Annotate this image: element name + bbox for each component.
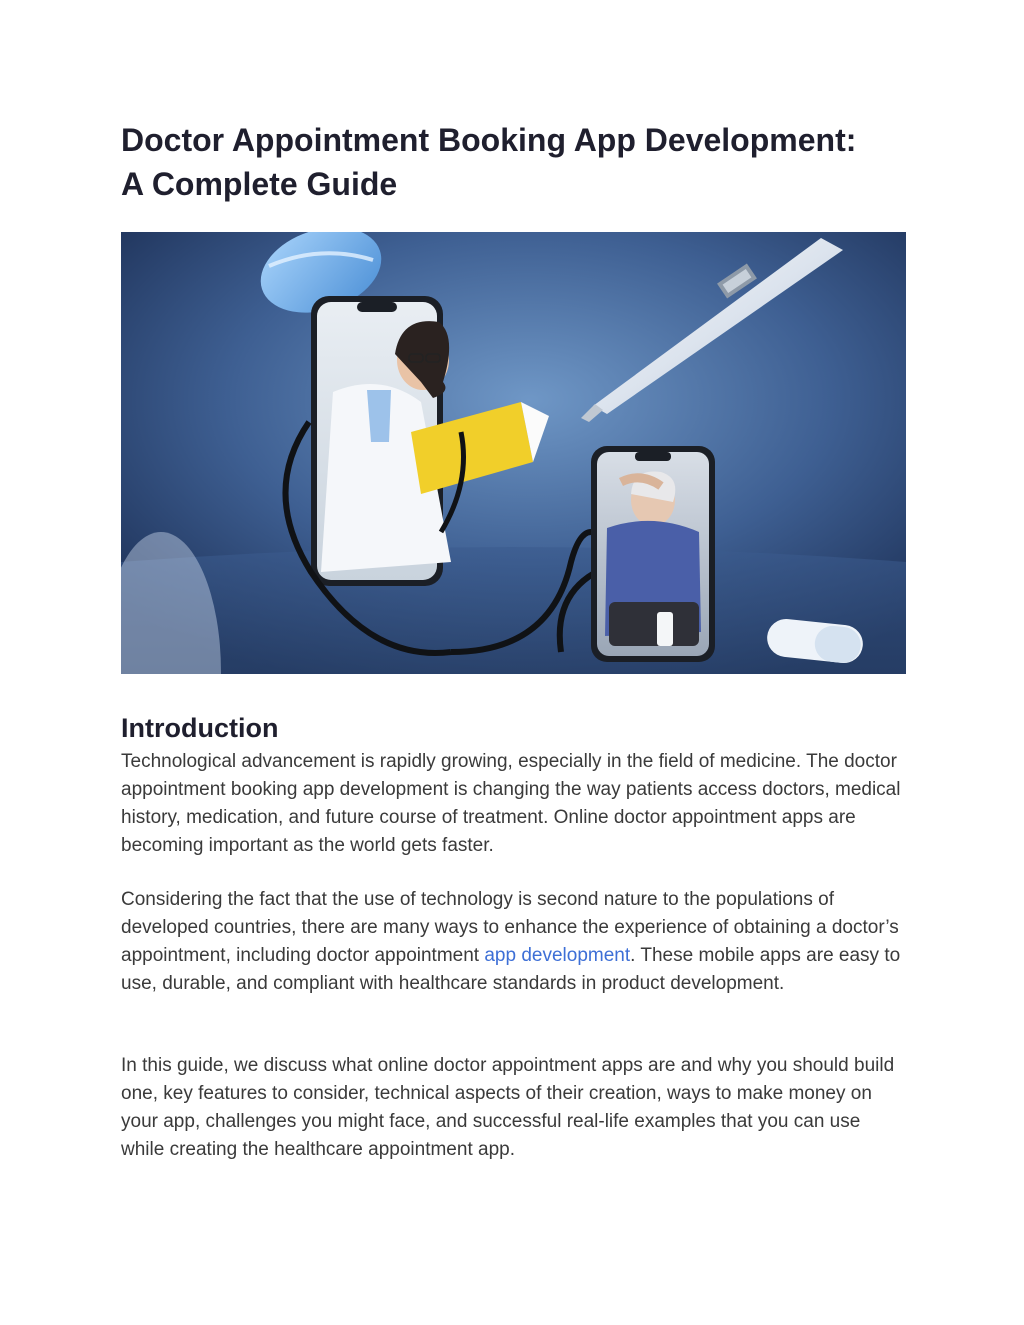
title-line-1: Doctor Appointment Booking App Development: <box>121 122 857 158</box>
page-title <box>121 118 921 206</box>
intro-paragraph-1: Technological advancement is rapidly growing, especially in the field of medicine. The doctor appointment booking app development is changing the way patients access doctors, medical history, medication, and future course of treatment. Online doctor appointment apps are becoming important as the world gets faster. <box>121 751 901 856</box>
section-heading-introduction: Introduction <box>121 713 279 743</box>
hero-image <box>121 232 906 674</box>
intro-paragraph-2 <box>121 886 901 998</box>
paragraph-2-text-start: Considering the fact that the use of technology is second nature to the populations of developed countries, there are many ways to enhance the experience of obtaining a doctor’s appointment, including doctor appointment <box>121 889 899 966</box>
intro-paragraph-3: In this guide, we discuss what online doctor appointment apps are and why you should build one, key features to consider, technical aspects of their creation, ways to make money on your app, challenges you might face, and successful real-life examples that you can use while creating the healthcare appointment app. <box>121 1055 895 1160</box>
app-development-link[interactable]: app development <box>484 945 631 966</box>
title-line-2: A Complete Guide <box>121 166 398 202</box>
paragraph-2-text-end: . These mobile apps are easy to use, durable, and compliant with healthcare standards in product development. <box>121 945 901 994</box>
